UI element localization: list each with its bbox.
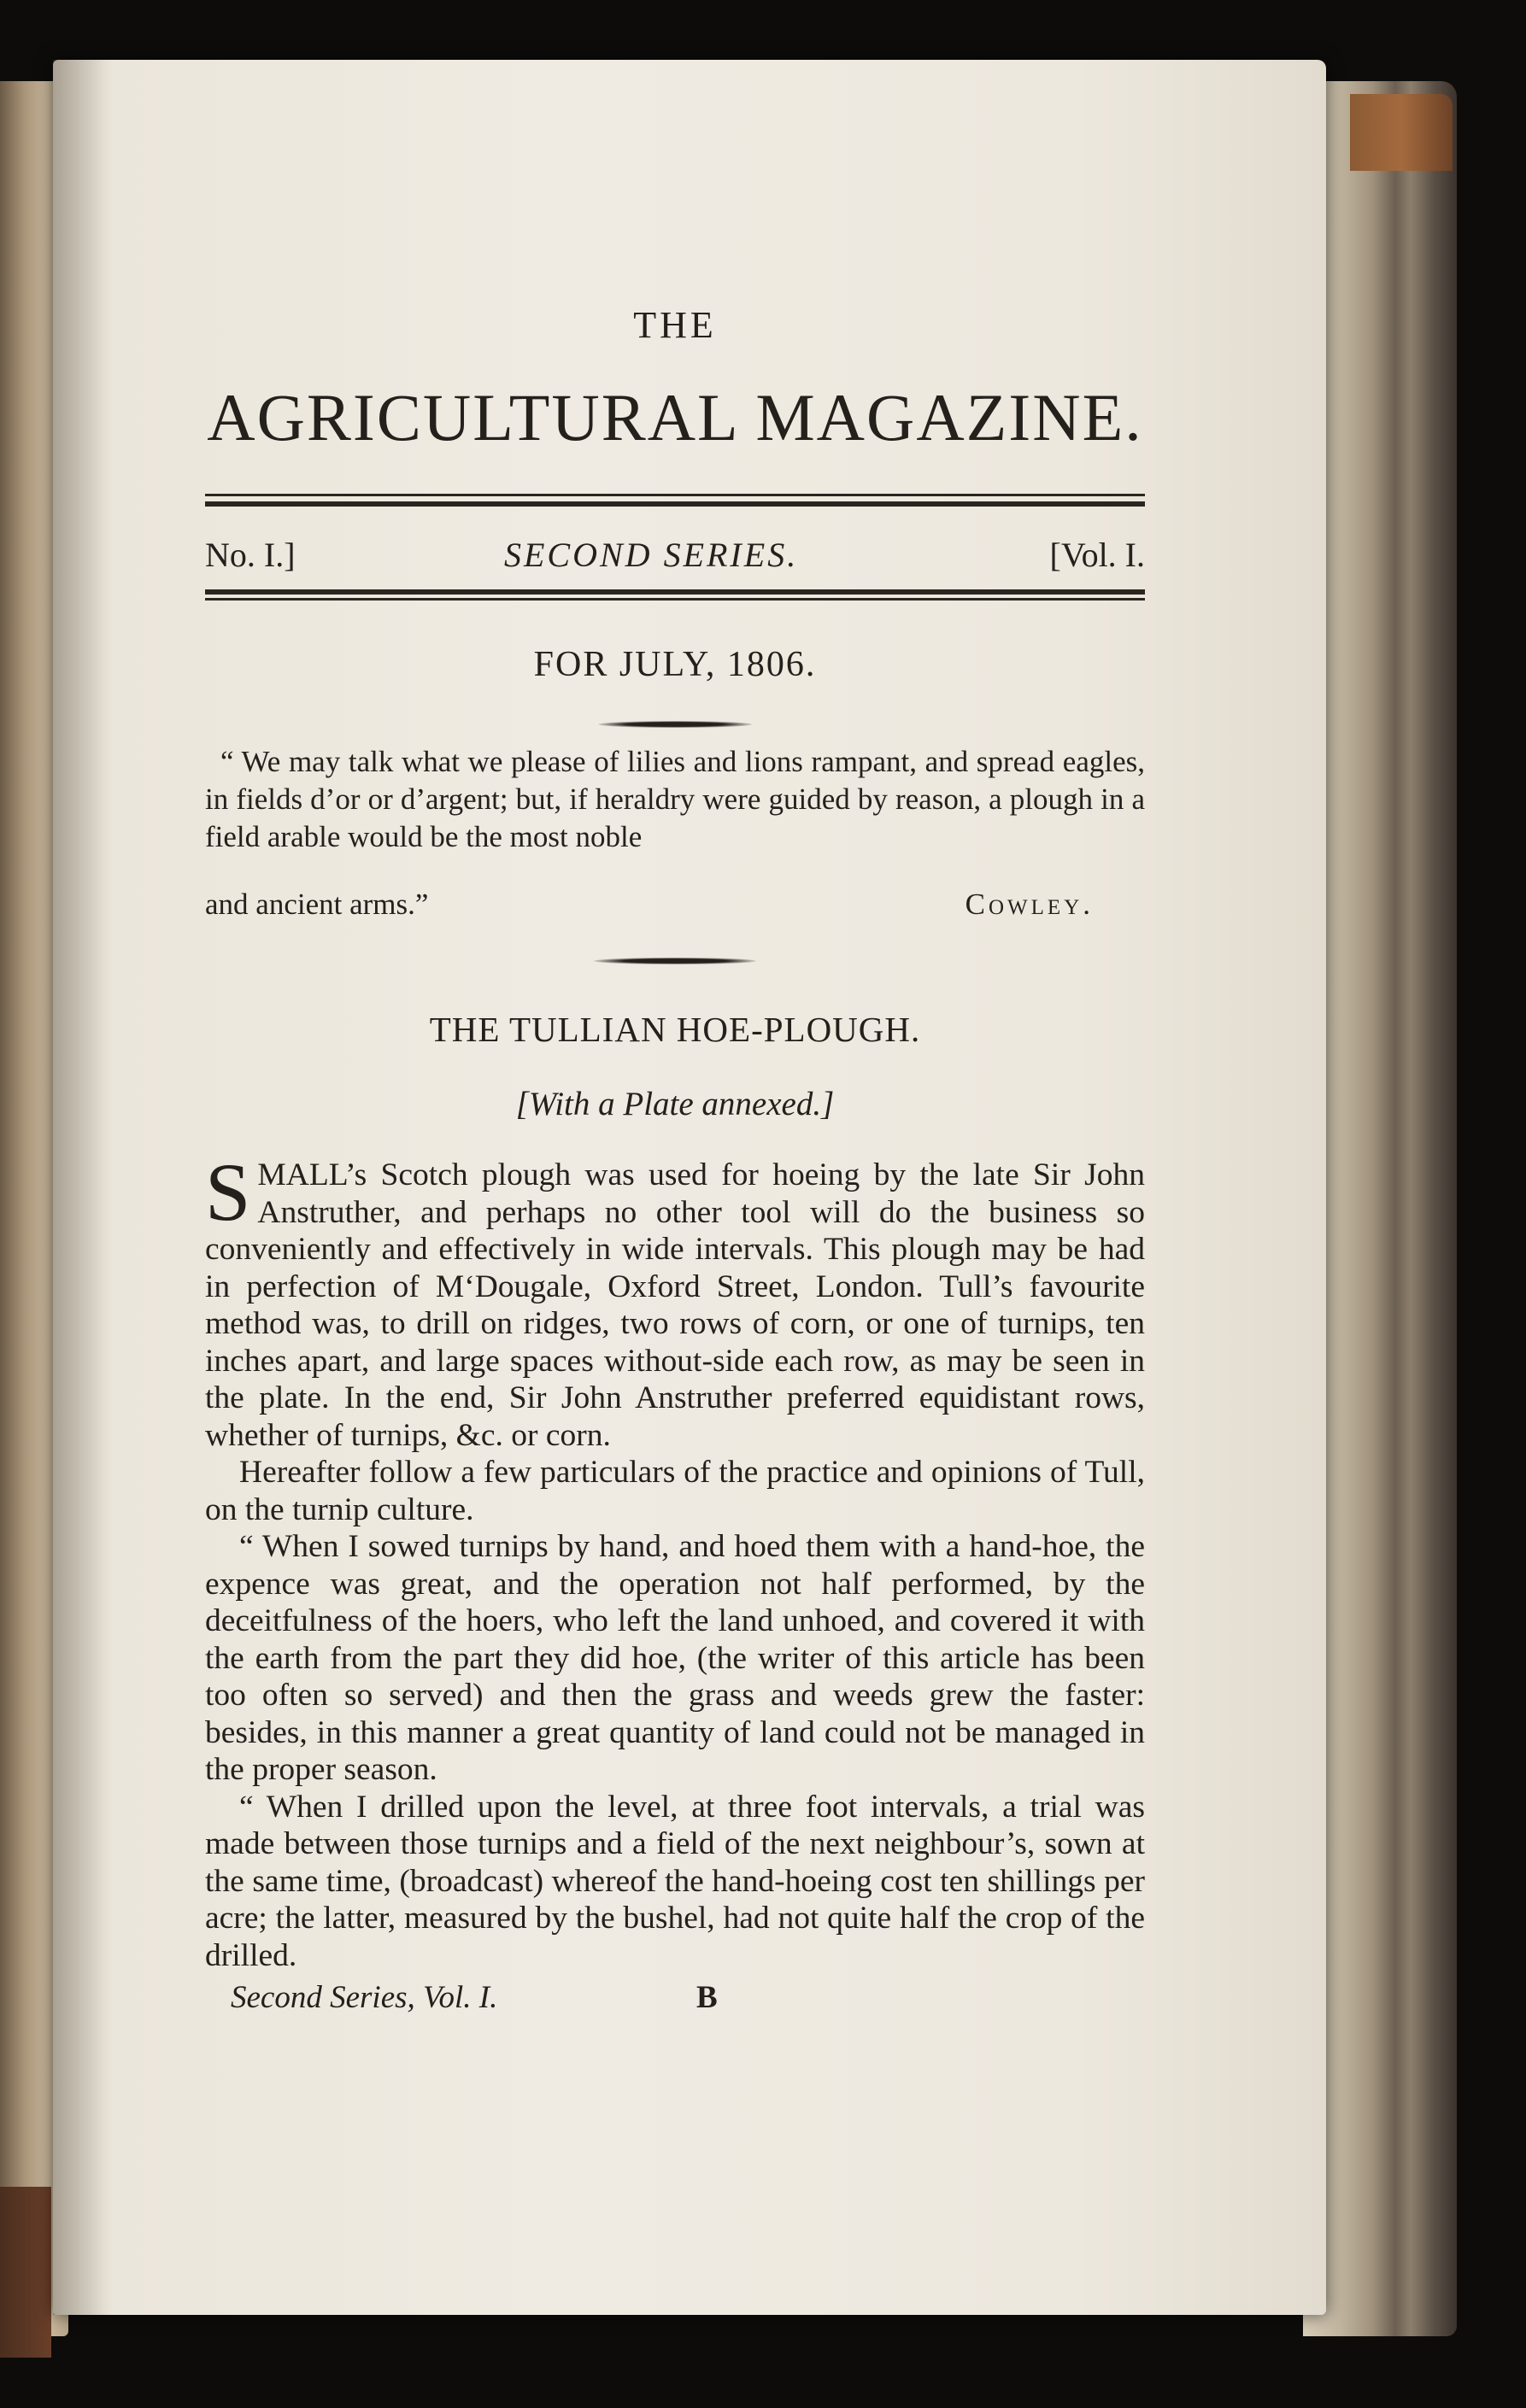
masthead-the: THE [633,304,717,346]
double-rule-top [205,494,1145,516]
page-block-edge [1303,81,1457,2336]
page-gutter-shadow [53,60,113,2315]
paragraph-1 [205,1146,1145,1454]
page-text [205,303,1145,2022]
drop-cap: S [205,1146,251,1238]
magazine-title: AGRICULTURAL MAGAZINE. [207,380,1143,454]
book-cover-corner [0,2187,51,2358]
binding-band [1350,94,1453,171]
issue-number: No. I.] [205,536,296,574]
series-line [205,535,1145,586]
ornament-divider [598,721,752,728]
epigraph-text: “ We may talk what we please of lilies and lions rampant, and spread eagles, in fields d’or or d’argent; but, if heraldry were guided by reason, a plough in a field arable would be the most noble [205,745,1145,853]
article-title: THE TULLIAN HOE-PLOUGH. [429,1010,921,1049]
double-rule-bottom [205,589,1145,612]
ornament-divider-2 [594,958,756,964]
signature-mark: Second Series, Vol. I. [231,1980,498,2015]
epigraph-last-line: and ancient arms.” [205,888,429,921]
series-label: SECOND SERIES. [504,536,799,574]
issue-date: FOR JULY, 1806. [533,645,817,684]
page-footer [205,1979,1145,2022]
epigraph-ending [205,886,1145,923]
paragraph-3: “ When I sowed turnips by hand, and hoed them with a hand-hoe, the expence was great, and the operation not half performed, by the deceitfulness of the hoers, who left the land unhoed, and covered it with the earth from the part they did hoe, (the writer of this article has been too often so served) and then the grass and weeds grew the faster: besides, in this manner a great quantity of land could not be managed in the proper season. [205,1529,1145,1787]
plate-note: [With a Plate annexed.] [515,1086,835,1122]
article-body [205,1146,1145,1974]
paragraph-1-text: MALL’s Scotch plough was used for hoeing by the late Sir John Anstruther, and perhaps no other tool will do the business so conveniently and effectively in wide intervals. This plough may be had in perfection of M‘Dougale, Oxford Street, London. Tull’s favourite method was, to drill on ridges, two rows of corn, or one of turnips, ten inches apart, and large spaces without-side each row, as may be seen in the plate. In the end, Sir John Anstruther preferred equidistant rows, whether of turnips, &c. or corn. [205,1157,1145,1453]
epigraph-author: Cowley. [965,888,1094,921]
gathering-letter: B [696,1980,718,2015]
paragraph-4: “ When I drilled upon the level, at three foot intervals, a trial was made between those turnips and a field of the next neighbour’s, sown at the same time, (broadcast) whereof the hand-hoeing cost ten shillings per acre; the latter, measured by the bushel, had not quite half the crop of the drilled. [205,1789,1145,1973]
volume-label: [Vol. I. [1049,536,1145,574]
paragraph-2: Hereafter follow a few particulars of the practice and opinions of Tull, on the turnip culture. [205,1455,1145,1527]
